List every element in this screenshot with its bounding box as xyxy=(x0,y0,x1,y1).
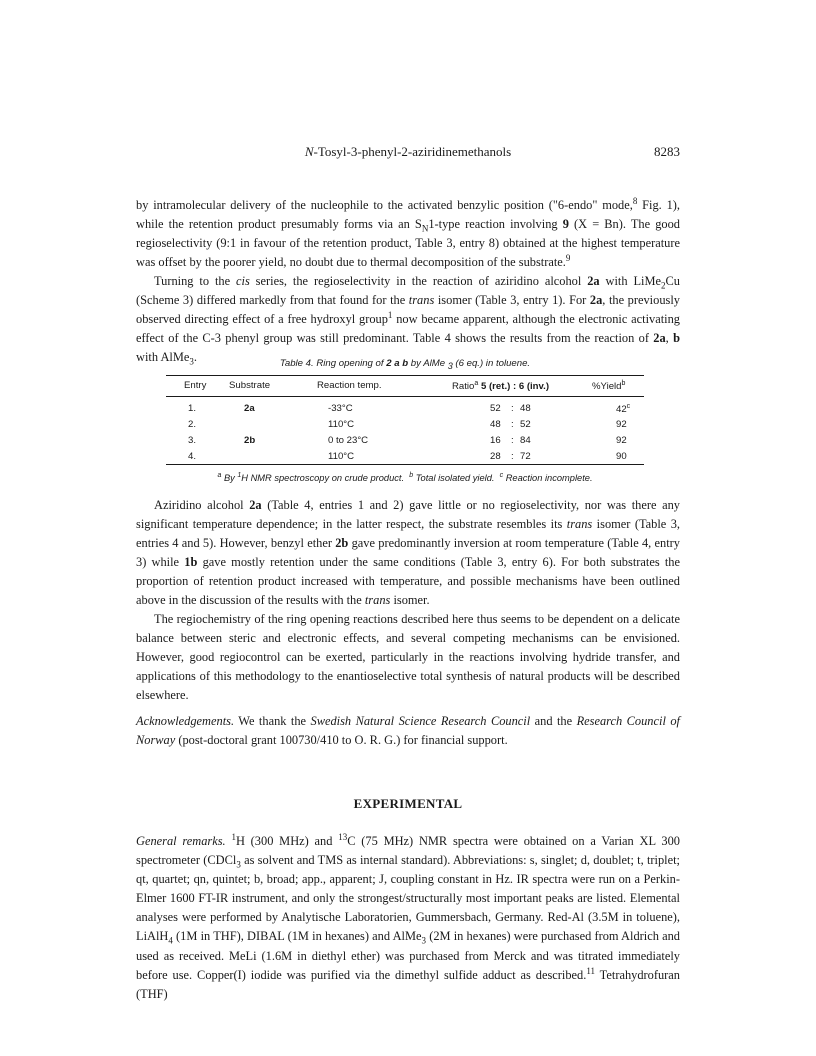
table-header-rule xyxy=(166,396,644,397)
p1-text-d: (X = Bn). The good regioselectivity (9:1 in favour of the retention product, Table 3, entry 8) obtained at the highest temperature was offset by the poorer yield, no doubt due to thermal decomposition of the substrate. xyxy=(136,217,680,270)
running-title-rest: -Tosyl-3-phenyl-2-aziridinemethanols xyxy=(313,144,512,159)
header-yield-sup: b xyxy=(621,380,626,387)
table-caption xyxy=(160,358,650,369)
ack-org-2: Research Council of Norway xyxy=(136,714,680,748)
cell-ratio-colon: : xyxy=(511,435,514,446)
p2-cis: cis xyxy=(236,274,250,288)
p3-text-d: gave predominantly inversion at room temperature (Table 4, entry 3) while xyxy=(136,536,680,570)
cell-ratio-ret: 48 xyxy=(490,419,501,430)
fn-c-text: Reaction incomplete. xyxy=(503,473,593,484)
ack-text-c: (post-doctoral grant 100730/410 to O. R. G.) for financial support. xyxy=(175,733,508,748)
ref-1: 1 xyxy=(387,310,393,321)
gr-label: General remarks. xyxy=(136,834,226,848)
cell-temp: -33°C xyxy=(328,403,353,414)
gr-s2: H (300 MHz) and xyxy=(235,834,339,848)
running-title-n: N xyxy=(304,144,314,159)
p2-text-f: , the previously observed directing effect of a free hydroxyl group xyxy=(136,293,680,327)
cell-yield-sup: c xyxy=(626,403,631,410)
compound-9: 9 xyxy=(562,217,569,232)
cell-entry: 1. xyxy=(188,403,197,414)
p2-text-h: , xyxy=(665,331,674,346)
cell-ratio-ret: 16 xyxy=(490,435,501,446)
table-top-rule xyxy=(166,375,644,376)
compound-2a-3: 2a xyxy=(653,331,666,346)
sub-2: 2 xyxy=(661,280,666,291)
gr-s5: (1M in THF), DIBAL (1M in hexanes) and AlMe xyxy=(172,929,422,944)
ack-text-b: and the xyxy=(530,714,577,728)
cell-ratio-colon: : xyxy=(511,451,514,462)
fn-c-mark: c xyxy=(499,472,504,479)
fn-a-mark: a xyxy=(217,472,222,479)
p1-text-c: 1-type reaction involving xyxy=(428,217,563,232)
p2-trans: trans xyxy=(408,293,435,308)
cell-entry: 4. xyxy=(188,451,197,462)
p3-trans-2: trans xyxy=(364,593,391,608)
p2-text-i: with AlMe xyxy=(136,350,190,365)
gr-sup-1: 1 xyxy=(231,831,236,842)
gr-sub-3a: 3 xyxy=(236,859,241,870)
cell-substrate: 2a xyxy=(244,403,255,414)
cell-yield-value: 90 xyxy=(616,451,627,462)
cell-ratio-inv: 52 xyxy=(520,419,531,430)
gr-sub-3b: 3 xyxy=(421,935,426,946)
table-bottom-rule xyxy=(166,464,644,465)
cell-ratio-ret: 28 xyxy=(490,451,501,462)
p3-text-c: isomer (Table 3, entries 4 and 5). However, benzyl ether xyxy=(136,517,680,551)
ref-9: 9 xyxy=(565,253,571,264)
acknowledgements xyxy=(136,712,680,750)
caption-sub: 3 xyxy=(447,360,453,371)
general-remarks xyxy=(136,832,680,1004)
section-heading-experimental: EXPERIMENTAL xyxy=(353,796,463,811)
cell-temp: 110°C xyxy=(328,419,355,430)
header-ratio xyxy=(452,380,549,392)
p3-compound-2b: 2b xyxy=(335,536,349,551)
sub-3: 3 xyxy=(189,356,194,367)
p3-text-a: Aziridino alcohol xyxy=(154,498,250,512)
header-ratio-a: Ratio xyxy=(452,381,475,393)
gr-ref-11: 11 xyxy=(586,965,595,976)
header-temp: Reaction temp. xyxy=(317,380,382,391)
paragraph-4 xyxy=(136,610,680,705)
compound-2a: 2a xyxy=(587,274,600,288)
p3-text-b: (Table 4, entries 1 and 2) gave little or no regioselectivity, nor was there any significant temperature dependence; in the latter respect, the substrate resembles its xyxy=(136,498,680,532)
cell-ratio-colon: : xyxy=(511,403,514,414)
running-header xyxy=(136,144,680,162)
header-yield-a: %Yield xyxy=(592,381,622,393)
cell-entry: 3. xyxy=(188,435,197,446)
cell-ratio-colon: : xyxy=(511,419,514,430)
cell-temp: 110°C xyxy=(328,451,355,462)
header-ratio-sup: a xyxy=(474,380,479,387)
p3-compound-2a: 2a xyxy=(249,498,262,512)
p3-trans: trans xyxy=(566,517,593,532)
ack-label: Acknowledgements. xyxy=(136,714,235,728)
page-number: 8283 xyxy=(654,144,680,159)
cell-entry: 2. xyxy=(188,419,197,430)
p3-text-f: isomer. xyxy=(390,593,430,608)
compound-2a-2: 2a xyxy=(589,293,603,308)
gr-s7: Tetrahydrofuran (THF) xyxy=(136,967,680,1001)
header-ratio-b: 5 (ret.) : 6 (inv.) xyxy=(478,381,550,393)
fn-b-text: Total isolated yield. xyxy=(413,473,495,484)
p2-text-d: Cu (Scheme 3) differed markedly from that found for the xyxy=(136,274,680,308)
gr-s4: as solvent and TMS as internal standard). Abbreviations: s, singlet; d, doublet; t, triplet; qt, quartet; qn, quintet; b, broad; app., apparent; J, coupling constant in Hz. IR spectra were run on a Perkin-Elmer 1600 FT-IR instrument, and only the strongest/structurally most important peaks are listed. Elemental analyses were performed by Analytische Laboratorien, Gummersbach, Germany. Red-Al (3.5M in toluene), LiAlH xyxy=(136,853,680,944)
paragraph-2 xyxy=(136,272,680,367)
cell-ratio-inv: 48 xyxy=(520,403,531,414)
caption-a: Table 4. Ring opening of xyxy=(279,358,387,369)
ack-text-a: We thank the xyxy=(234,714,311,728)
cell-yield-value: 42 xyxy=(616,404,627,416)
cell-yield-value: 92 xyxy=(616,435,627,446)
paragraph-1 xyxy=(136,196,680,272)
p3-text-e: gave mostly retention under the same conditions (Table 3, entry 6). For both substrates the proportion of retention product increased with temperature, and possible mechanisms have been outlined above in the discussion of the results with the xyxy=(136,555,681,608)
cell-ratio-inv: 72 xyxy=(520,451,531,462)
ack-org-1: Swedish Natural Science Research Council xyxy=(310,714,531,728)
fn-a-sup1: 1 xyxy=(237,472,242,479)
ref-8: 8 xyxy=(632,195,638,206)
cell-yield xyxy=(616,419,627,430)
gr-sub-4: 4 xyxy=(168,935,173,946)
table-footnotes xyxy=(160,472,650,483)
cell-yield xyxy=(616,403,630,415)
p1-text-b: Fig. 1), while the retention product presumably forms via an S xyxy=(136,198,680,232)
gr-s3: C (75 MHz) NMR spectra were obtained on a Varian XL 300 spectrometer (CDCl xyxy=(136,834,680,868)
gr-s6: (2M in hexanes) were purchased from Aldrich and used as received. MeLi (1.6M in diethyl ether) was purchased from Merck and was titrated immediately before use. Copper(I) iodide was purified via the dimethyl sulfide adduct as described. xyxy=(136,929,680,982)
sub-n: N xyxy=(421,223,429,234)
p2-text-e: isomer (Table 3, entry 1). For xyxy=(434,293,590,308)
cell-yield xyxy=(616,451,627,462)
p2-text-c: with LiMe xyxy=(599,274,662,288)
caption-c: (6 eq.) in toluene. xyxy=(452,358,531,369)
fn-a-text: By xyxy=(221,473,238,484)
fn-a-text2: H NMR spectroscopy on crude product. xyxy=(241,473,405,484)
header-entry: Entry xyxy=(184,380,207,391)
p1-text-a: by intramolecular delivery of the nucleophile to the activated benzylic position ("6-endo" mode, xyxy=(136,198,633,212)
p2-text-a: Turning to the xyxy=(154,274,236,288)
cell-yield-value: 92 xyxy=(616,419,627,430)
compound-b: b xyxy=(673,331,680,346)
cell-substrate: 2b xyxy=(244,435,256,446)
header-yield xyxy=(592,380,625,392)
cell-yield xyxy=(616,435,627,446)
cell-ratio-ret: 52 xyxy=(490,403,501,414)
p2-text-b: series, the regioselectivity in the reaction of aziridino alcohol xyxy=(249,274,588,288)
paragraph-3 xyxy=(136,496,680,611)
fn-b-mark: b xyxy=(409,472,414,479)
p2-text-j: . xyxy=(193,350,197,365)
caption-bold: 2 a b xyxy=(386,358,409,369)
p2-text-g: now became apparent, although the electronic activating effect of the C-3 phenyl group was still predominant. Table 4 shows the results from the reaction of xyxy=(136,312,680,346)
running-title xyxy=(136,144,680,160)
cell-temp: 0 to 23°C xyxy=(328,435,369,446)
p3-compound-1b: 1b xyxy=(184,555,198,570)
header-substrate: Substrate xyxy=(229,380,271,391)
gr-sup-13: 13 xyxy=(338,831,348,842)
cell-ratio-inv: 84 xyxy=(520,435,531,446)
p4-text: The regiochemistry of the ring opening reactions described here thus seems to be dependent on a delicate balance between steric and electronic effects, and several competing mechanisms can be envisioned. However, good regiocontrol can be exerted, particularly in the reactions involving hydride transfer, and applications of this methodology to the enantioselective total synthesis of natural products will be described elsewhere. xyxy=(136,612,680,703)
caption-b: by AlMe xyxy=(408,358,448,369)
